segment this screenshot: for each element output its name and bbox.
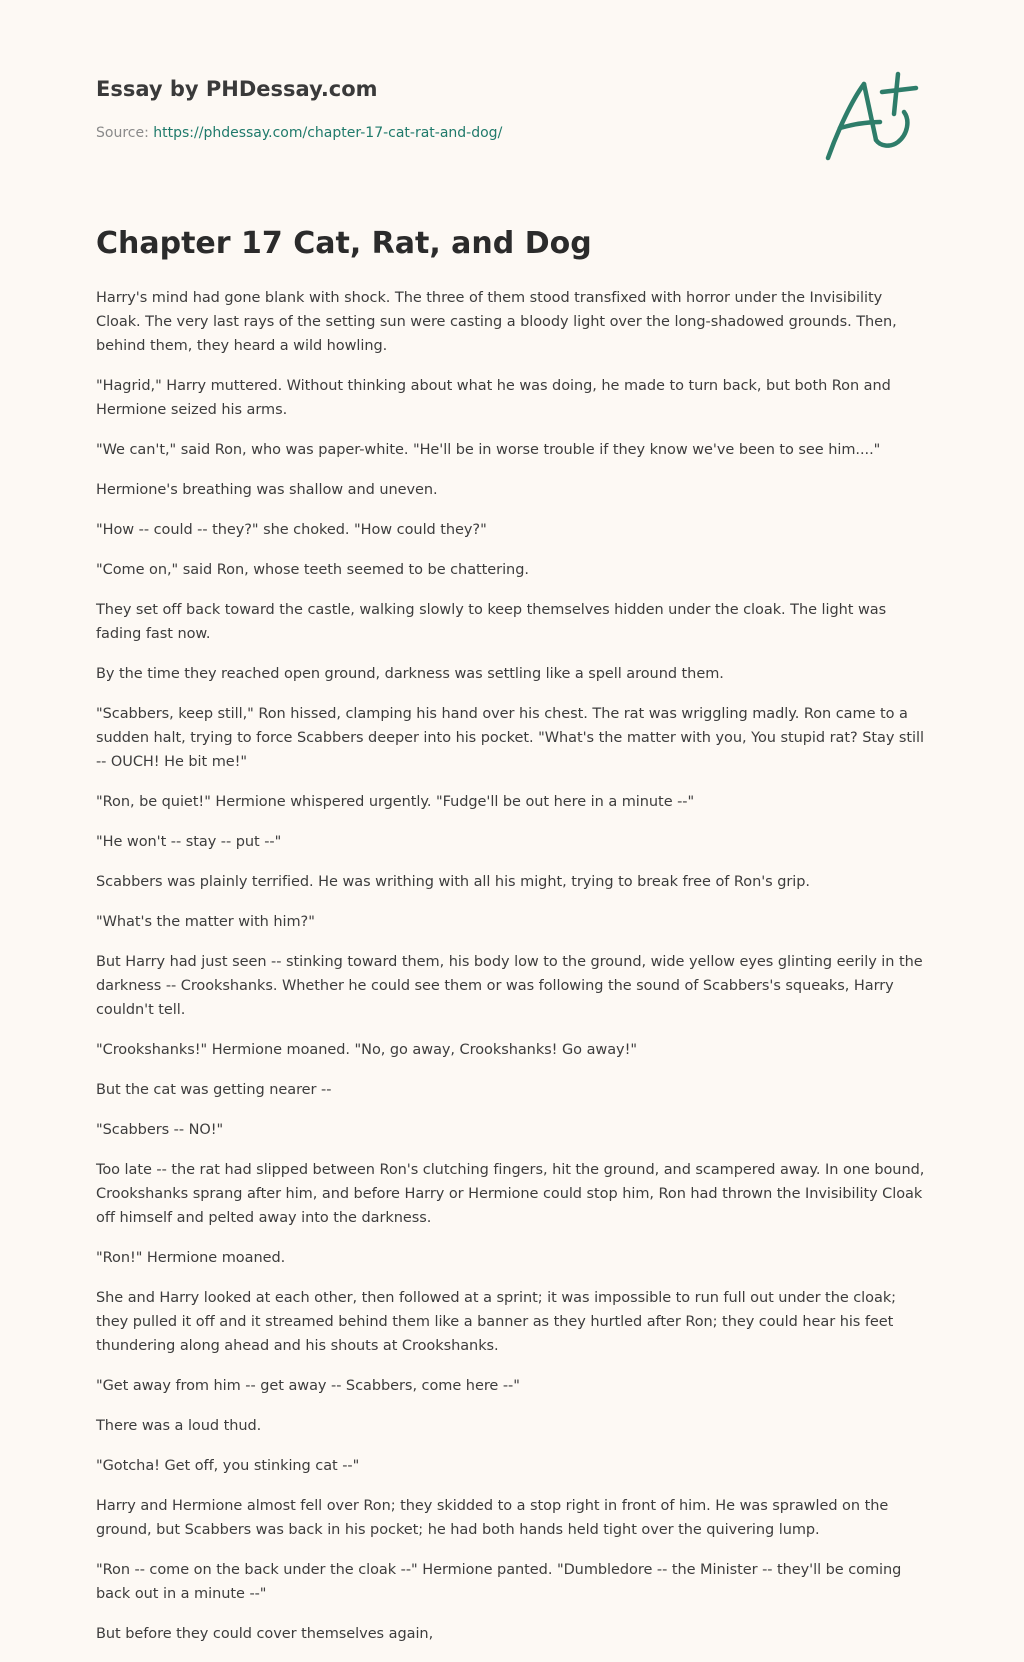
essay-paragraph: "He won't -- stay -- put --" [96,834,282,850]
essay-paragraph: "Ron!" Hermione moaned. [96,1250,286,1266]
source-link[interactable]: https://phdessay.com/chapter-17-cat-rat-and-dog/ [153,125,503,141]
brand-title: Essay by PHDessay.com [96,77,378,101]
essay-paragraph: "Gotcha! Get off, you stinking cat --" [96,1458,360,1474]
essay-paragraph: Scabbers was plainly terrified. He was writhing with all his might, trying to break free of Ron's grip. [96,874,810,890]
essay-paragraph: Harry's mind had gone blank with shock. The three of them stood transfixed with horror under the Invisibility Cloak. The very last rays of the setting sun were casting a bloody light over the long-shadowed grounds. Then, behind them, they heard a wild howling. [96,290,897,354]
essay-paragraph: "What's the matter with him?" [96,914,315,930]
source-line [96,123,896,143]
essay-paragraph: "Scabbers, keep still," Ron hissed, clamping his hand over his chest. The rat was wriggling madly. Ron came to a sudden halt, trying to force Scabbers deeper into his pocket. "What's the matter with you, You stupid rat? Stay still -- OUCH! He bit me!" [96,706,924,770]
essay-title: Chapter 17 Cat, Rat, and Dog [96,226,592,261]
source-label: Source: [96,125,149,141]
essay-paragraph: "Hagrid," Harry muttered. Without thinking about what he was doing, he made to turn back, but both Ron and Hermione seized his arms. [96,378,891,418]
essay-content [96,222,926,1662]
essay-paragraph: They set off back toward the castle, walking slowly to keep themselves hidden under the cloak. The light was fading fast now. [96,602,887,642]
essay-paragraph: "Come on," said Ron, whose teeth seemed to be chattering. [96,562,529,578]
a-plus-logo-icon [820,68,924,164]
essay-paragraph: "Get away from him -- get away -- Scabbers, come here --" [96,1378,520,1394]
page-header [96,72,896,143]
essay-paragraph: Harry and Hermione almost fell over Ron; they skidded to a stop right in front of him. He was sprawled on the ground, but Scabbers was back in his pocket; he had both hands held tight over the quivering lump. [96,1498,889,1538]
essay-paragraph: "Crookshanks!" Hermione moaned. "No, go away, Crookshanks! Go away!" [96,1042,637,1058]
essay-paragraph: Too late -- the rat had slipped between Ron's clutching fingers, hit the ground, and scampered away. In one bound, Crookshanks sprang after him, and before Harry or Hermione could stop him, Ron had thrown the Invisibility Cloak off himself and pelted away into the darkness. [96,1162,925,1226]
essay-paragraph: By the time they reached open ground, darkness was settling like a spell around them. [96,666,724,682]
essay-paragraph: But before they could cover themselves again, [96,1626,434,1642]
essay-paragraph: "We can't," said Ron, who was paper-white. "He'll be in worse trouble if they know we've been to see him...." [96,442,881,458]
essay-paragraph: She and Harry looked at each other, then followed at a sprint; it was impossible to run full out under the cloak; they pulled it off and it streamed behind them like a banner as they hurtled after Ron; they could hear his feet thundering along ahead and his shouts at Crookshanks. [96,1290,897,1354]
essay-paragraph: There was a loud thud. [96,1418,262,1434]
essay-paragraph: But Harry had just seen -- stinking toward them, his body low to the ground, wide yellow eyes glinting eerily in the darkness -- Crookshanks. Whether he could see them or was following the sound of Scabbers's squeaks, Harry couldn't tell. [96,954,923,1018]
essay-paragraph: "Scabbers -- NO!" [96,1122,224,1138]
essay-paragraph: "Ron -- come on the back under the cloak --" Hermione panted. "Dumbledore -- the Minister -- they'll be coming back out in a minute --" [96,1562,902,1602]
essay-paragraph: But the cat was getting nearer -- [96,1082,332,1098]
essay-paragraph: "How -- could -- they?" she choked. "How could they?" [96,522,487,538]
essay-paragraph: "Ron, be quiet!" Hermione whispered urgently. "Fudge'll be out here in a minute --" [96,794,695,810]
essay-paragraph: Hermione's breathing was shallow and uneven. [96,482,438,498]
